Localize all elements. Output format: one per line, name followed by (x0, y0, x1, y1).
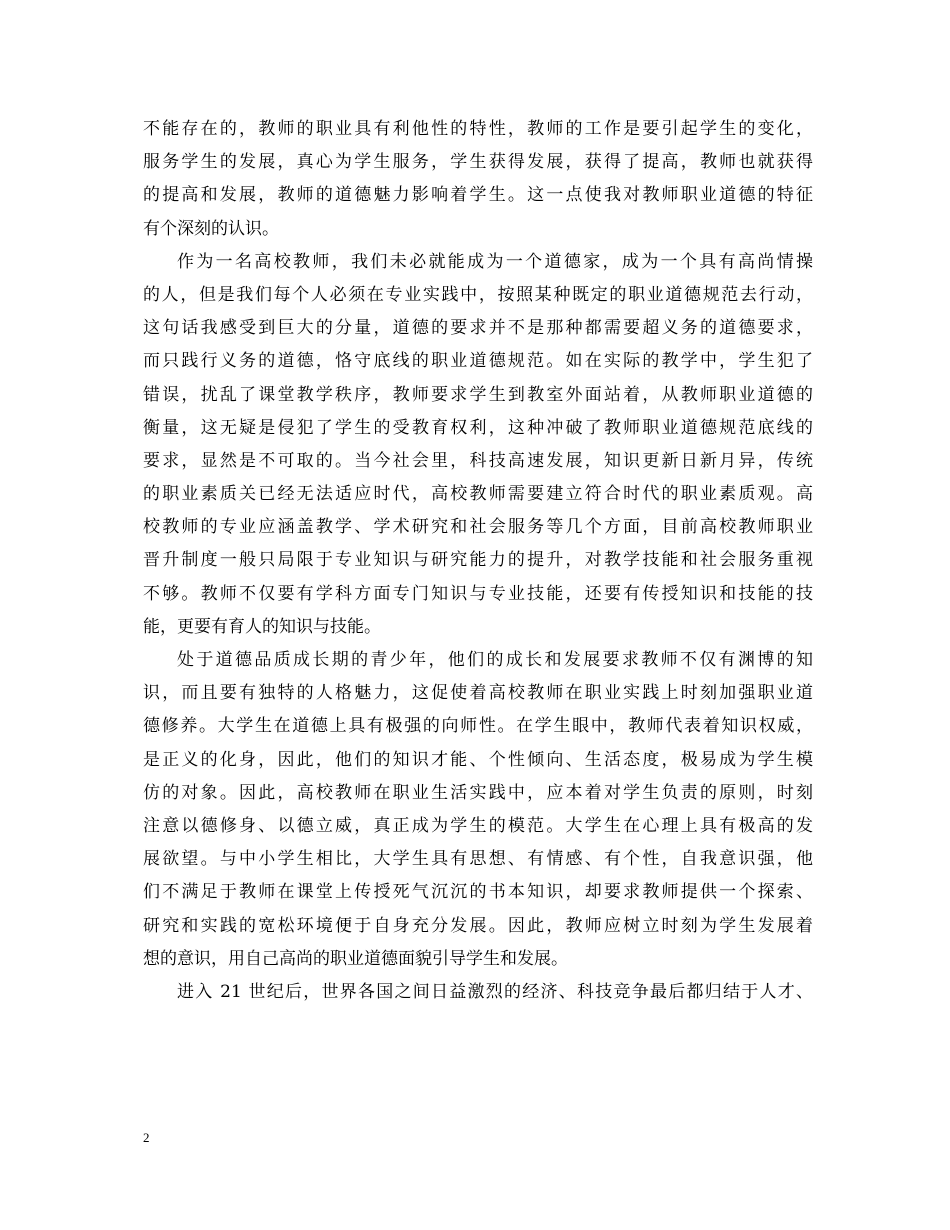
text-line: 有个深刻的认识。 (143, 218, 279, 239)
page-number: 2 (143, 1130, 150, 1145)
text-line: 的提高和发展，教师的道德魅力影响着学生。这一点使我对教师职业道德的特征 (143, 185, 813, 206)
text-line: 的人，但是我们每个人必须在专业实践中，按照某种既定的职业道德规范去行动， (143, 284, 813, 305)
text-line: 而只践行义务的道德，恪守底线的职业道德规范。如在实际的教学中，学生犯了 (143, 351, 813, 372)
text-line: 错误，扰乱了课堂教学秩序，教师要求学生到教室外面站着，从教师职业道德的 (143, 384, 813, 405)
text-line: 作为一名高校教师，我们未必就能成为一个道德家，成为一个具有高尚情操 (177, 251, 813, 272)
text-line: 服务学生的发展，真心为学生服务，学生获得发展，获得了提高，教师也就获得 (143, 152, 813, 173)
text-line: 要求，显然是不可取的。当今社会里，科技高速发展，知识更新日新月异，传统 (143, 450, 813, 471)
text-line: 是正义的化身，因此，他们的知识才能、个性倾向、生活态度，极易成为学生模 (143, 749, 813, 770)
text-line: 的职业素质关已经无法适应时代，高校教师需要建立符合时代的职业素质观。高 (143, 484, 813, 505)
text-line: 仿的对象。因此，高校教师在职业生活实践中，应本着对学生负责的原则，时刻 (143, 782, 813, 803)
body-text (143, 113, 813, 1009)
text-line: 展欲望。与中小学生相比，大学生具有思想、有情感、有个性，自我意识强，他 (143, 849, 813, 870)
text-line: 研究和实践的宽松环境便于自身充分发展。因此，教师应树立时刻为学生发展着 (143, 915, 813, 936)
text-line: 识，而且要有独特的人格魅力，这促使着高校教师在职业实践上时刻加强职业道 (143, 683, 813, 704)
text-line: 不能存在的，教师的职业具有利他性的特性，教师的工作是要引起学生的变化， (143, 119, 813, 139)
text-line: 注意以德修身、以德立威，真正成为学生的模范。大学生在心理上具有极高的发 (143, 815, 813, 836)
text-line: 校教师的专业应涵盖教学、学术研究和社会服务等几个方面，目前高校教师职业 (143, 517, 813, 538)
text-line: 衡量，这无疑是侵犯了学生的受教育权利，这种冲破了教师职业道德规范底线的 (143, 417, 813, 438)
text-line: 想的意识，用自己高尚的职业道德面貌引导学生和发展。 (143, 948, 568, 969)
text-line: 能，更要有育人的知识与技能。 (143, 616, 381, 637)
text-line: 处于道德品质成长期的青少年，他们的成长和发展要求教师不仅有渊博的知 (177, 650, 813, 670)
text-line: 晋升制度一般只局限于专业知识与研究能力的提升，对教学技能和社会服务重视 (143, 550, 813, 571)
text-line: 这句话我感受到巨大的分量，道德的要求并不是那种都需要超义务的道德要求， (143, 318, 813, 339)
text-line: 们不满足于教师在课堂上传授死气沉沉的书本知识，却要求教师提供一个探索、 (143, 882, 813, 903)
text-line: 进入 21 世纪后，世界各国之间日益激烈的经济、科技竞争最后都归结于人才、 (177, 981, 813, 1002)
text-line: 德修养。大学生在道德上具有极强的向师性。在学生眼中，教师代表着知识权威， (143, 716, 813, 737)
text-line: 不够。教师不仅要有学科方面专门知识与专业技能，还要有传授知识和技能的技 (143, 583, 813, 604)
